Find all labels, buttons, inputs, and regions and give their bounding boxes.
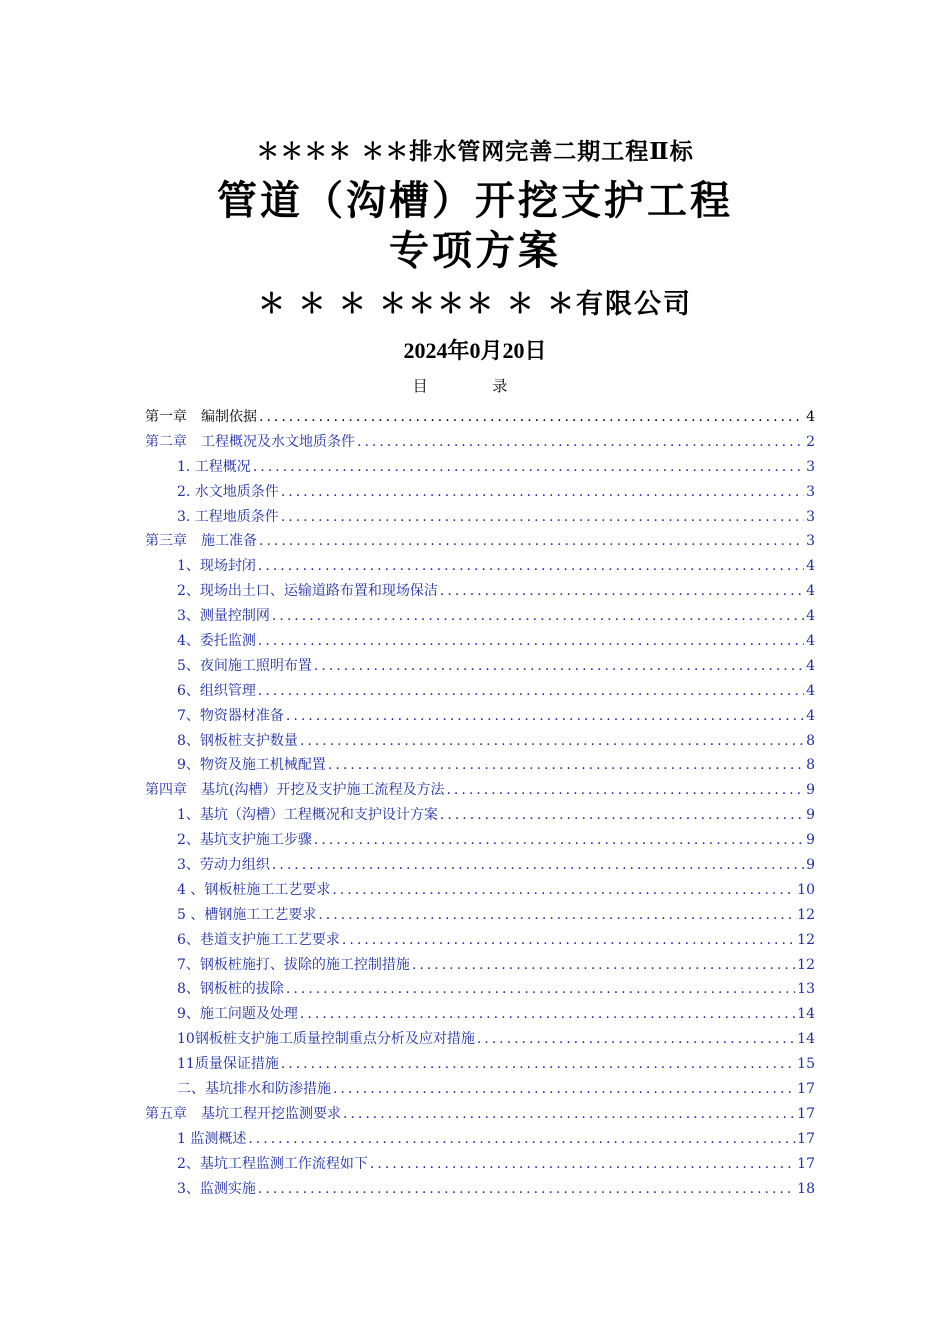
toc-entry-label: 第五章 基坑工程开挖监测要求 xyxy=(145,1105,341,1122)
toc-entry[interactable] xyxy=(145,580,815,605)
toc-entry-label: 3、劳动力组织 xyxy=(177,857,270,874)
toc-entry-page: 18 xyxy=(797,1180,815,1197)
toc-entry-page: 9 xyxy=(806,832,815,849)
toc-entry[interactable] xyxy=(145,804,815,829)
toc-dot-leader xyxy=(259,533,804,549)
toc-entry-page: 3 xyxy=(806,458,815,475)
toc-entry[interactable] xyxy=(145,779,815,804)
toc-entry-label: 2、基坑工程监测工作流程如下 xyxy=(177,1155,368,1172)
toc-entry[interactable] xyxy=(145,530,815,555)
toc-entry-label: 9、施工问题及处理 xyxy=(177,1006,298,1023)
toc-dot-leader xyxy=(258,633,804,649)
document-date: 2024年0月20日 xyxy=(403,338,547,363)
toc-entry-label: 2. 水文地质条件 xyxy=(177,483,279,500)
toc-entry-label: 4 、钢板桩施工工艺要求 xyxy=(177,881,331,898)
toc-entry[interactable] xyxy=(145,481,815,506)
toc-entry-page: 4 xyxy=(806,558,815,575)
toc-entry-label: 9、物资及施工机械配置 xyxy=(177,757,326,774)
toc-entry[interactable] xyxy=(145,1103,815,1128)
toc-entry-page: 4 xyxy=(806,633,815,650)
toc-entry-page: 4 xyxy=(806,657,815,674)
toc-entry[interactable] xyxy=(145,730,815,755)
toc-entry-label: 2、基坑支护施工步骤 xyxy=(177,832,312,849)
toc-entry[interactable] xyxy=(145,904,815,929)
toc-entry-page: 4 xyxy=(806,682,815,699)
toc-entry[interactable] xyxy=(145,1053,815,1078)
document-title xyxy=(0,176,950,276)
toc-dot-leader xyxy=(300,733,804,749)
toc-entry-label: 第一章 编制依据 xyxy=(145,409,257,425)
toc-entry-page: 4 xyxy=(806,583,815,600)
toc-dot-leader xyxy=(281,509,804,525)
toc-entry[interactable] xyxy=(145,954,815,979)
toc-dot-leader xyxy=(258,683,804,699)
toc-entry-page: 3 xyxy=(806,533,815,550)
toc-dot-leader xyxy=(332,882,795,898)
toc-entry-label: 7、物资器材准备 xyxy=(177,707,284,724)
toc-entry-label: 1、基坑（沟槽）工程概况和支护设计方案 xyxy=(177,807,438,824)
toc-entry-page: 3 xyxy=(806,508,815,525)
toc-dot-leader xyxy=(343,1106,795,1122)
toc-entry-page: 17 xyxy=(797,1130,815,1147)
toc-dot-leader xyxy=(258,1181,795,1197)
toc-dot-leader xyxy=(342,932,795,948)
toc-entry[interactable] xyxy=(145,854,815,879)
toc-dot-leader xyxy=(314,832,804,848)
toc-entry-label: 第二章 工程概况及水文地质条件 xyxy=(145,433,355,450)
toc-dot-leader xyxy=(314,658,804,674)
toc-entry[interactable] xyxy=(145,680,815,705)
toc-dot-leader xyxy=(412,957,795,973)
toc-entry[interactable] xyxy=(145,929,815,954)
toc-entry-label: 10钢板桩支护施工质量控制重点分析及应对措施 xyxy=(177,1031,475,1048)
toc-entry-label: 3. 工程地质条件 xyxy=(177,508,279,525)
toc-dot-leader xyxy=(253,459,804,475)
toc-entry[interactable] xyxy=(145,1153,815,1178)
toc-entry[interactable] xyxy=(145,829,815,854)
toc-dot-leader xyxy=(281,484,804,500)
toc-entry-label: 5、夜间施工照明布置 xyxy=(177,657,312,674)
title-line-1: 管道（沟槽）开挖支护工程 xyxy=(217,177,733,224)
toc-entry-page: 4 xyxy=(806,608,815,625)
toc-entry-label: 1、现场封闭 xyxy=(177,558,256,575)
toc-entry[interactable] xyxy=(145,406,815,431)
project-subtitle: ＊＊＊＊ ＊＊排水管网完善二期工程Ⅱ标 xyxy=(256,138,694,165)
toc-entry-page: 9 xyxy=(806,782,815,799)
toc-entry-label: 8、钢板桩支护数量 xyxy=(177,732,298,749)
toc-dot-leader xyxy=(300,1006,795,1022)
title-line-2: 专项方案 xyxy=(389,227,561,274)
toc-dot-leader xyxy=(328,757,804,773)
toc-entry[interactable] xyxy=(145,506,815,531)
toc-entry[interactable] xyxy=(145,1028,815,1053)
toc-entry[interactable] xyxy=(145,555,815,580)
toc-entry-page: 12 xyxy=(797,931,815,948)
toc-dot-leader xyxy=(318,907,795,923)
toc-dot-leader xyxy=(258,558,804,574)
toc-entry-page: 17 xyxy=(797,1081,815,1098)
toc-entry-page: 17 xyxy=(797,1155,815,1172)
toc-entry-page: 15 xyxy=(797,1056,815,1073)
toc-entry-page: 10 xyxy=(797,881,815,898)
toc-entry[interactable] xyxy=(145,1178,815,1203)
toc-entry-page: 8 xyxy=(806,732,815,749)
toc-entry[interactable] xyxy=(145,705,815,730)
toc-entry[interactable] xyxy=(145,1003,815,1028)
toc-dot-leader xyxy=(272,857,804,873)
toc-entry[interactable] xyxy=(145,630,815,655)
toc-entry-label: 第四章 基坑(沟槽）开挖及支护施工流程及方法 xyxy=(145,782,445,799)
toc-dot-leader xyxy=(259,409,804,425)
toc-entry-page: 14 xyxy=(797,1031,815,1048)
toc-entry[interactable] xyxy=(145,1128,815,1153)
toc-entry-page: 8 xyxy=(806,757,815,774)
toc-entry-label: 11质量保证措施 xyxy=(177,1056,279,1073)
toc-entry-label: 第三章 施工准备 xyxy=(145,533,257,550)
toc-dot-leader xyxy=(440,807,804,823)
toc-dot-leader xyxy=(248,1131,795,1147)
toc-entry-page: 3 xyxy=(806,483,815,500)
toc-entry-label: 1 监测概述 xyxy=(177,1130,247,1147)
toc-entry-label: 8、钢板桩的拔除 xyxy=(177,981,284,998)
toc-entry-page: 9 xyxy=(806,807,815,824)
toc-entry-page: 17 xyxy=(797,1105,815,1122)
toc-dot-leader xyxy=(333,1081,795,1097)
toc-entry-page: 4 xyxy=(806,707,815,724)
toc-entry-label: 6、组织管理 xyxy=(177,682,256,699)
toc-dot-leader xyxy=(357,434,804,450)
toc-entry-label: 7、钢板桩施打、拔除的施工控制措施 xyxy=(177,956,410,973)
toc-entry-page: 9 xyxy=(806,857,815,874)
toc-entry-page: 14 xyxy=(797,1006,815,1023)
toc-entry[interactable] xyxy=(145,431,815,456)
toc-entry[interactable] xyxy=(145,655,815,680)
toc-entry[interactable] xyxy=(145,456,815,481)
toc-dot-leader xyxy=(370,1156,795,1172)
toc-entry[interactable] xyxy=(145,754,815,779)
table-of-contents xyxy=(145,406,815,1203)
toc-entry-page: 13 xyxy=(797,981,815,998)
toc-dot-leader xyxy=(286,981,795,997)
toc-dot-leader xyxy=(286,708,804,724)
toc-heading-text: 目 录 xyxy=(412,377,538,395)
toc-entry-label: 二、基坑排水和防渗措施 xyxy=(177,1081,331,1098)
toc-entry-label: 3、监测实施 xyxy=(177,1180,256,1197)
toc-entry-label: 6、巷道支护施工工艺要求 xyxy=(177,931,340,948)
toc-entry-label: 2、现场出土口、运输道路布置和现场保洁 xyxy=(177,583,438,600)
toc-entry-label: 5 、槽钢施工工艺要求 xyxy=(177,906,317,923)
toc-heading xyxy=(0,375,950,396)
toc-entry-page: 4 xyxy=(806,409,815,425)
toc-entry[interactable] xyxy=(145,1078,815,1103)
toc-entry-page: 2 xyxy=(806,433,815,450)
company-name: ＊ ＊ ＊ ＊＊＊＊ ＊ ＊有限公司 xyxy=(258,289,692,320)
toc-dot-leader xyxy=(477,1031,795,1047)
toc-entry[interactable] xyxy=(145,978,815,1003)
toc-dot-leader xyxy=(281,1056,795,1072)
toc-entry-label: 3、测量控制网 xyxy=(177,608,270,625)
toc-entry-page: 12 xyxy=(797,906,815,923)
toc-entry-label: 4、委托监测 xyxy=(177,633,256,650)
toc-entry[interactable] xyxy=(145,605,815,630)
toc-dot-leader xyxy=(272,608,804,624)
toc-dot-leader xyxy=(446,782,804,798)
toc-entry-page: 12 xyxy=(797,956,815,973)
toc-entry[interactable] xyxy=(145,879,815,904)
toc-dot-leader xyxy=(440,583,804,599)
toc-entry-label: 1. 工程概况 xyxy=(177,458,251,475)
